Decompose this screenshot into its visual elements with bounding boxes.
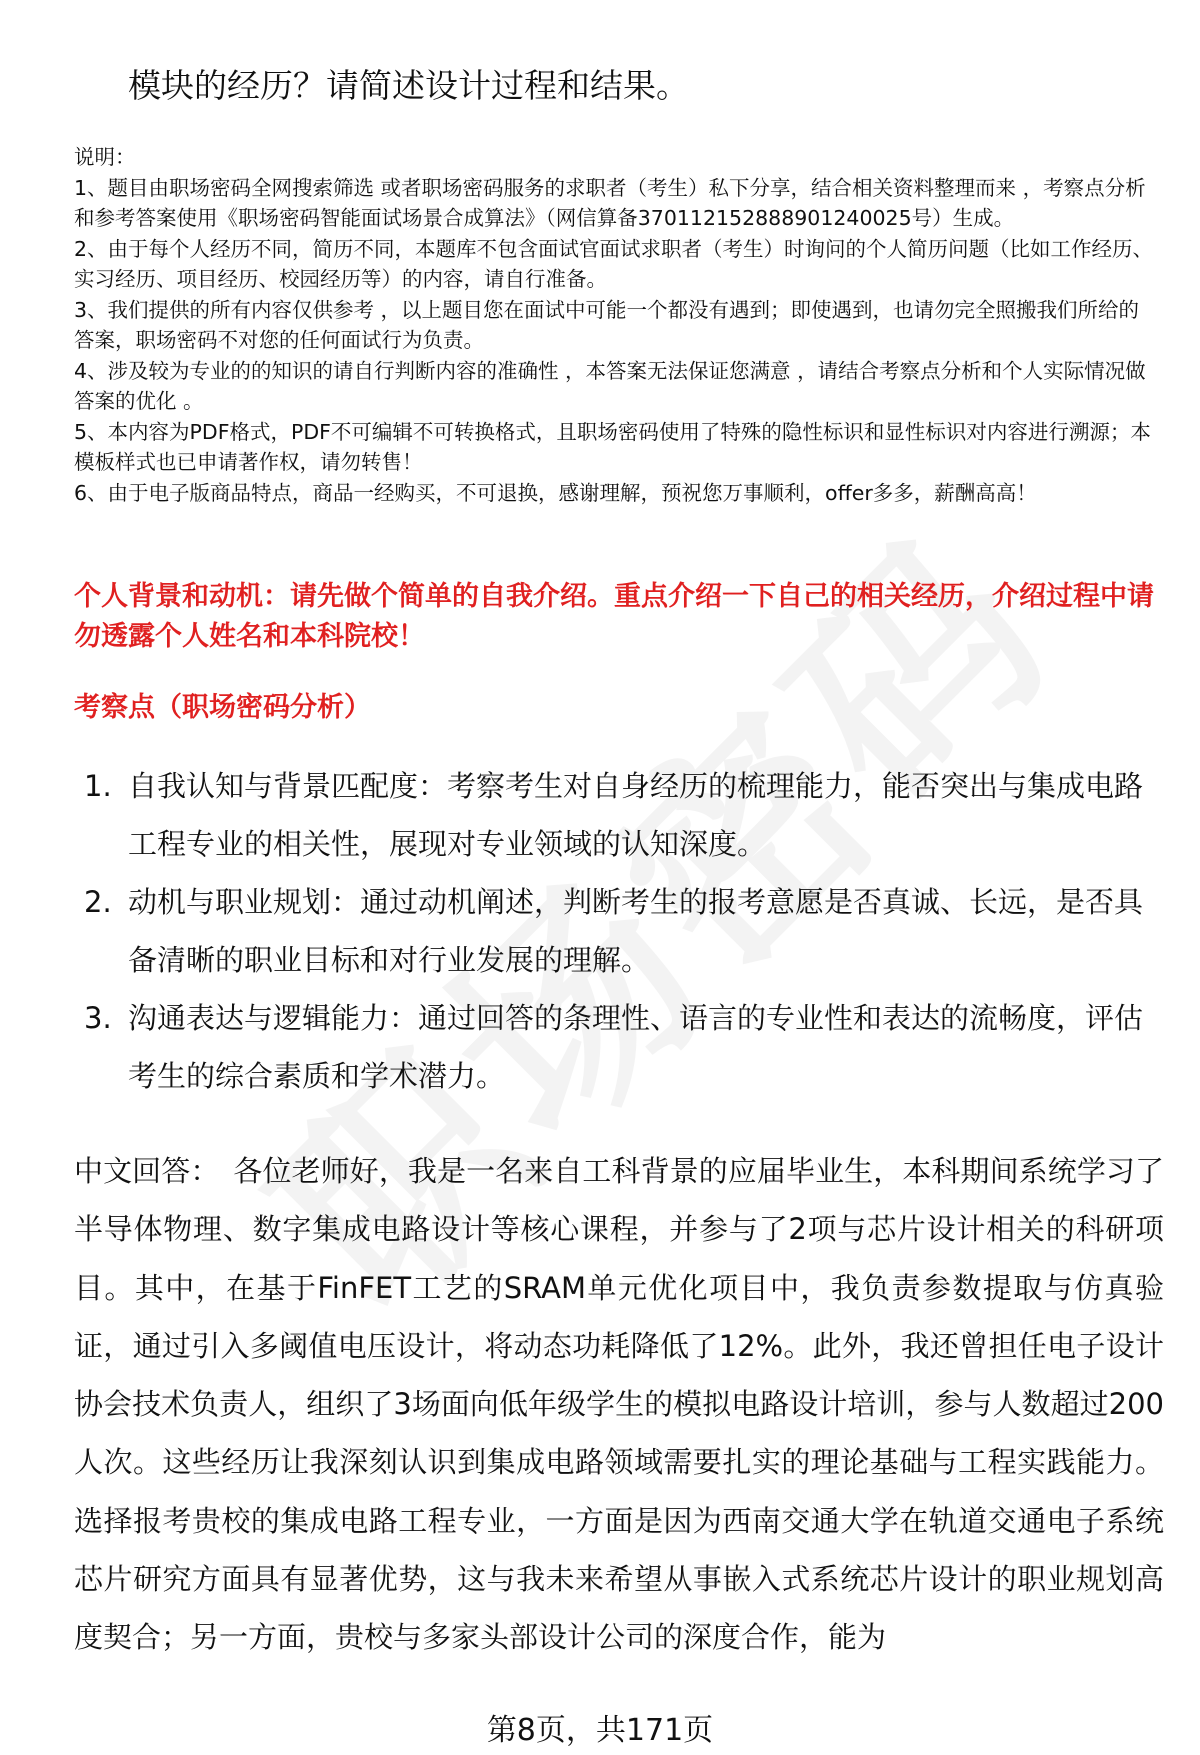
- analysis-heading: 考察点（职场密码分析）: [74, 692, 371, 723]
- note-item: 2、由于每个人经历不同，简历不同，本题库不包含面试官面试求职者（考生）时询问的个人简历问题（比如工作经历、实习经历、项目经历、校园经历等）的内容，请自行准备。: [74, 236, 1154, 291]
- answer-label: 中文回答：: [74, 1154, 220, 1188]
- answer-paragraph: [74, 1142, 1164, 1667]
- note-item: 5、本内容为PDF格式，PDF不可编辑不可转换格式，且职场密码使用了特殊的隐性标识和显性标识对内容进行溯源；本模板样式也已申请著作权，请勿转售！: [74, 419, 1151, 474]
- note-item: 4、涉及较为专业的的知识的请自行判断内容的准确性 ，本答案无法保证您满意 ，请结合考察点分析和个人实际情况做答案的优化 。: [74, 358, 1146, 413]
- question-continuation: 模块的经历？请简述设计过程和结果。: [128, 66, 689, 105]
- notes-section: [74, 142, 1154, 508]
- answer-text: 各位老师好，我是一名来自工科背景的应届毕业生，本科期间系统学习了半导体物理、数字集成电路设计等核心课程，并参与了2项与芯片设计相关的科研项目。其中，在基于FinFET工艺的SRAM单元优化项目中，我负责参数提取与仿真验证，通过引入多阈值电压设计，将动态功耗降低了12%。此外，我还曾担任电子设计协会技术负责人，组织了3场面向低年级学生的模拟电路设计培训，参与人数超过200人次。这些经历让我深刻认识到集成电路领域需要扎实的理论基础与工程实践能力。选择报考贵校的集成电路工程专业，一方面是因为西南交通大学在轨道交通电子系统芯片研究方面具有显著优势，这与我未来希望从事嵌入式系统芯片设计的职业规划高度契合；另一方面，贵校与多家头部设计公司的深度合作，能为: [74, 1154, 1164, 1655]
- point-number: 2.: [84, 885, 112, 919]
- list-item: [84, 757, 1159, 873]
- note-item: 1、题目由职场密码全网搜索筛选 或者职场密码服务的求职者（考生）私下分享，结合相关资料整理而来 ，考察点分析和参考答案使用《职场密码智能面试场景合成算法》（网信算备370112152888901240025号）生成。: [74, 175, 1146, 230]
- point-text: 沟通表达与逻辑能力：通过回答的条理性、语言的专业性和表达的流畅度，评估考生的综合素质和学术潜力。: [128, 1001, 1144, 1093]
- point-number: 1.: [84, 769, 112, 803]
- page-number: 第8页，共171页: [486, 1713, 714, 1748]
- question-heading: 个人背景和动机：请先做个简单的自我介绍。重点介绍一下自己的相关经历，介绍过程中请勿透露个人姓名和本科院校！: [74, 581, 1154, 652]
- analysis-points: [84, 757, 1159, 1105]
- point-number: 3.: [84, 1001, 112, 1035]
- list-item: [84, 873, 1159, 989]
- point-text: 动机与职业规划：通过动机阐述，判断考生的报考意愿是否真诚、长远，是否具备清晰的职业目标和对行业发展的理解。: [128, 885, 1144, 977]
- point-text: 自我认知与背景匹配度：考察考生对自身经历的梳理能力，能否突出与集成电路工程专业的相关性，展现对专业领域的认知深度。: [128, 769, 1144, 861]
- note-item: 6、由于电子版商品特点，商品一经购买，不可退换，感谢理解，预祝您万事顺利，offer多多，薪酬高高！: [74, 480, 1037, 505]
- note-item: 3、我们提供的所有内容仅供参考 ，以上题目您在面试中可能一个都没有遇到；即使遇到，也请勿完全照搬我们所给的答案，职场密码不对您的任何面试行为负责。: [74, 297, 1140, 352]
- list-item: [84, 989, 1159, 1105]
- notes-title: 说明：: [74, 145, 136, 169]
